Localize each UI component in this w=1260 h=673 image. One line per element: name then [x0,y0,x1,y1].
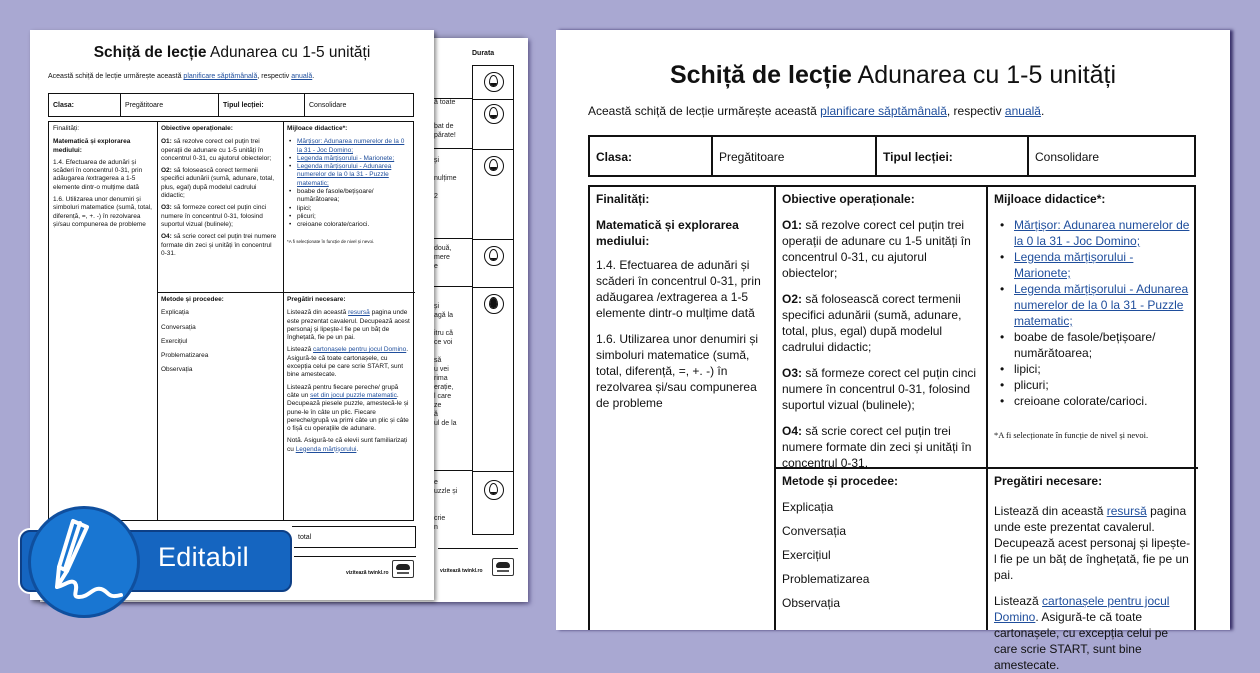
mijloace-note: *A fi selecționate în funcție de nivel și nevoi. [287,238,375,244]
finalitati-item: 1.4. Efectuarea de adunări și scăderi în concentrul 0-31, prin adăugarea /extragerea a 1-5 elemente dintr-o mulțime dată [596,258,761,320]
method-item: Observația [161,366,193,374]
footer-divider [438,548,518,549]
weekly-plan-link[interactable]: planificare săptămânală [183,73,258,80]
intro-mid: , respectiv [257,73,290,80]
timer-icon [484,72,504,92]
pregatiri-header: Pregătiri necesare: [994,474,1103,488]
title-bold: Schiță de lecție [93,44,207,61]
puzzle-set-link[interactable]: set din jocul puzzle matematic [310,391,397,399]
metode-header: Metode și procedee: [161,296,224,303]
objective-code: O4: [161,233,172,241]
timer-fill [490,258,497,261]
legend-link[interactable]: Legenda mărțișorului [295,445,357,453]
page-title [556,60,1230,90]
preparation-paragraph [287,437,411,454]
objective-code: O1: [161,138,172,146]
resource-link[interactable]: Legenda mărțișorului - Adunarea numerelor de la 0 la 31 - Puzzle matematic; [297,163,392,187]
material-item: • plicuri; [287,213,411,221]
preparation-paragraph [287,346,411,379]
back-page-fragment: ă toate [434,99,456,106]
title-bold: Schiță de lecție [669,61,852,89]
resource-link[interactable]: Legenda mărțișorului - Marionete; [1014,250,1134,280]
main-table [588,185,1196,672]
objective-item [782,365,980,413]
prep-text: . Asigură-te că toate cartonașele, cu excepția celui pe care scrie START, sunt bine amestecate. [994,610,1169,672]
objective-item [782,217,980,281]
preparation-paragraph [994,503,1192,583]
resource-link[interactable]: Mărțișor: Adunarea numerelor de la 0 la 31 - Joc Domino; [1014,218,1190,248]
material-item: • lipici; [287,205,411,213]
weekly-plan-link[interactable]: planificare săptămânală [820,104,947,118]
objective-text: să formeze corect cel puțin cinci numere în concentrul 0-31, folosind suportul vizual (bulinele); [161,204,267,228]
metode-column [776,469,986,623]
prep-text: Listează [994,594,1039,608]
intro-text [588,104,1044,119]
annual-plan-link[interactable]: anuală [291,73,313,80]
timer-fill [490,167,497,170]
lesson-type-value: Consolidare [309,102,347,109]
pregatiri-column [988,469,1198,672]
class-label: Clasa: [49,94,121,116]
objective-item [161,233,279,258]
info-table [48,93,414,117]
finalitati-column [49,122,157,236]
objective-item [161,204,279,229]
material-item: • boabe de fasole/bețișoare/ numărătoarea; [287,188,411,205]
mijloace-column [283,122,415,249]
resource-link[interactable]: Legenda mărțișorului - Adunarea numerelor de la 0 la 31 - Puzzle matematic; [1014,282,1189,328]
row-divider [430,148,472,149]
timer-icon [484,156,504,176]
back-page-fragment: bat de părate! [434,123,456,139]
prep-text: Listează din această [287,309,347,317]
durata-header: Durata [472,50,495,57]
prep-text: Notă. Asigură-te că elevii sunt familiarizați cu [287,437,408,453]
right-page-preview [556,30,1230,672]
material-item: • lipici; [994,361,1192,377]
method-item: Problematizarea [161,352,209,360]
domino-cards-link[interactable]: cartonașele pentru jocul Domino [313,346,407,354]
domino-cards-link[interactable]: cartonașele pentru jocul Domino [994,594,1170,624]
twinkl-logo-icon [392,560,414,578]
resource-link[interactable]: Mărțișor: Adunarea numerelor de la 0 la 31 - Joc Domino; [297,138,405,154]
preparation-paragraph [287,384,411,434]
class-label: Clasa: [590,137,713,175]
material-item: • creioane colorate/carioci. [994,393,1192,409]
twinkl-logo-icon [492,558,514,576]
class-value: Pregătitoare [121,94,219,116]
timer-icon [484,246,504,266]
objective-code: O2: [161,167,172,175]
row-divider [430,286,472,287]
objective-code: O1: [782,218,803,232]
editable-label: Editabil [158,542,249,572]
objective-item [782,423,980,471]
durata-column [472,65,514,535]
annual-plan-link[interactable]: anuală [1004,104,1041,118]
intro-suffix: . [312,73,315,80]
objective-text: să formeze corect cel puțin cinci numere în concentrul 0-31, folosind suportul vizual (bulinele); [782,366,977,412]
mijloace-header: Mijloace didactice*: [994,192,1106,206]
method-item: Explicația [161,309,189,317]
lesson-type-label: Tipul lecției: [877,137,1029,175]
material-item: • creioane colorate/carioci. [287,221,411,229]
method-item: Conversația [782,524,847,538]
timer-fill [490,83,497,86]
intro-prefix: Această schiță de lecție urmărește această [48,73,182,80]
back-page-fragment: și nulțime 2 [434,157,457,200]
finalitati-header: Finalități: [596,192,650,206]
lesson-type-value: Consolidare [1035,150,1100,164]
obiective-header: Obiective operaționale: [782,192,915,206]
objective-text: să rezolve corect cel puțin trei operații de adunare cu 1-5 unități în concentrul 0-31, cu ajutorul obiectelor; [782,218,971,280]
finalitati-header: Finalități: [53,125,80,132]
metode-header: Metode și procedee: [782,474,899,488]
intro-prefix: Această schiță de lecție urmărește această [588,104,817,118]
back-page-fragment: și agă la itru că ce voi să u vei rima erație, l care ze ă ul de la [434,303,457,427]
method-item: Observația [782,596,841,610]
mijloace-header: Mijloace didactice*: [287,125,348,132]
prep-text: Listează [287,346,312,354]
main-table [48,121,414,521]
objective-code: O2: [782,292,803,306]
footer-text: vizitează twinkl.ro [440,568,483,574]
page-title [30,44,434,62]
row-divider [430,470,472,471]
prep-text: . [356,445,359,453]
objective-item [782,291,980,355]
preparation-paragraph [287,309,411,342]
obiective-header: Obiective operaționale: [161,125,233,132]
method-item: Explicația [782,500,834,514]
pregatiri-header: Pregătiri necesare: [287,296,346,303]
finalitati-item: 1.6. Utilizarea unor denumiri și simboluri matematice (sumă, total, diferență, =, +. -) în rezolvarea și/sau compunerea de probleme [596,332,759,410]
timer-icon [484,104,504,124]
finalitati-item: 1.6. Utilizarea unor denumiri și simboluri matematice (sumă, total, diferență, =, +. -) în rezolvarea și/sau compunerea de probleme [53,196,152,228]
pregatiri-column [283,293,415,461]
pen-signature-icon [31,509,137,615]
objective-text: să scrie corect cel puțin trei numere formate din zeci și unități în concentrul 0-31. [782,424,972,470]
finalitati-subject: Matematică și explorarea mediului: [53,138,131,154]
objective-text: să folosească corect termenii specifici adunării (sumă, adunare, total, plus, egal) după modelul cadrului didactic; [782,292,962,354]
back-page-fragment: două, mere e [434,245,452,270]
timer-fill [490,492,497,494]
timer-fill [490,298,497,308]
obiective-column [776,187,986,485]
objective-text: să folosească corect termenii specifici adunării (sumă, adunare, total, plus, egal) după modelul cadrului didactic; [161,167,275,200]
intro-suffix: . [1040,104,1045,118]
resource-link[interactable]: resursă [348,309,370,317]
prep-text: Listează din această [994,504,1104,518]
intro-mid: , respectiv [946,104,1002,118]
timer-icon [484,294,504,314]
mijloace-note: *A fi selecționate în funcție de nivel și nevoi. [994,430,1149,440]
objective-code: O4: [782,424,803,438]
material-item: • boabe de fasole/bețișoare/ numărătoarea; [994,329,1192,361]
material-item: • plicuri; [994,377,1192,393]
finalitati-item: 1.4. Efectuarea de adunări și scăderi în concentrul 0-31, prin adăugarea /extragerea a 1-5 elemente dintr-o mulțime dată [53,158,143,191]
metode-column [157,293,283,384]
objective-text: să scrie corect cel puțin trei numere formate din zeci și unități în concentrul 0-31. [161,233,277,257]
resource-link[interactable]: Legenda mărțișorului - Marionete; [297,154,395,162]
resource-link[interactable]: resursă [1106,504,1147,518]
objective-text: să rezolve corect cel puțin trei operații de adunare cu 1-5 unități în concentrul 0-31, cu ajutorul obiectelor; [161,138,272,162]
prep-text: pagina unde este prezentat cavalerul. Decupează acest personaj și lipește-l fie pe un băț de înghețată, fie pe un pai. [287,309,410,342]
objective-item [161,167,279,200]
objective-code: O3: [782,366,803,380]
lesson-type-label: Tipul lecției: [219,94,305,116]
class-value: Pregătitoare [713,137,877,175]
mijloace-column [988,187,1198,447]
method-item: Conversația [161,323,196,331]
row-divider [430,238,472,239]
finalitati-column [590,187,774,425]
timer-icon [484,480,504,500]
method-item: Exercițiul [782,548,831,562]
back-page-fragment: e uzzle și crie n [434,479,458,531]
prep-text: pagina unde este prezentat cavalerul. Decupează acest personaj și lipește-l fie pe un băț de înghețată, fie pe un pai. [994,504,1191,582]
objective-code: O3: [161,204,172,212]
title-rest: Adunarea cu 1-5 unități [210,44,371,61]
title-rest: Adunarea cu 1-5 unități [857,61,1117,89]
finalitati-subject: Matematică și explorarea mediului: [596,218,739,248]
footer-divider [292,556,416,557]
info-table [588,135,1196,177]
footer-text: vizitează twinkl.ro [346,570,389,576]
row-divider [430,98,472,99]
prep-text: . Decupează piesele puzzle, amestecă-le și pune-le în câte un plic. Fiecare pereche/grupă va primi câte un plic și câte o fișă cu operațiile de adunare. [287,391,409,433]
method-item: Problematizarea [782,572,870,586]
prep-text: Listează pentru fiecare pereche/ grupă câte un [287,383,399,399]
intro-text [48,73,314,80]
prep-text: . Asigură-te că toate cartonașele, cu excepția celui pe care scrie START, sunt bine amestecate. [287,346,409,379]
objective-item [161,138,279,163]
obiective-column [157,122,283,265]
total-row: total [292,526,416,548]
method-item: Exercițiul [161,337,188,345]
badge-circle [28,506,140,618]
timer-fill [490,115,497,119]
preparation-paragraph [994,593,1192,673]
